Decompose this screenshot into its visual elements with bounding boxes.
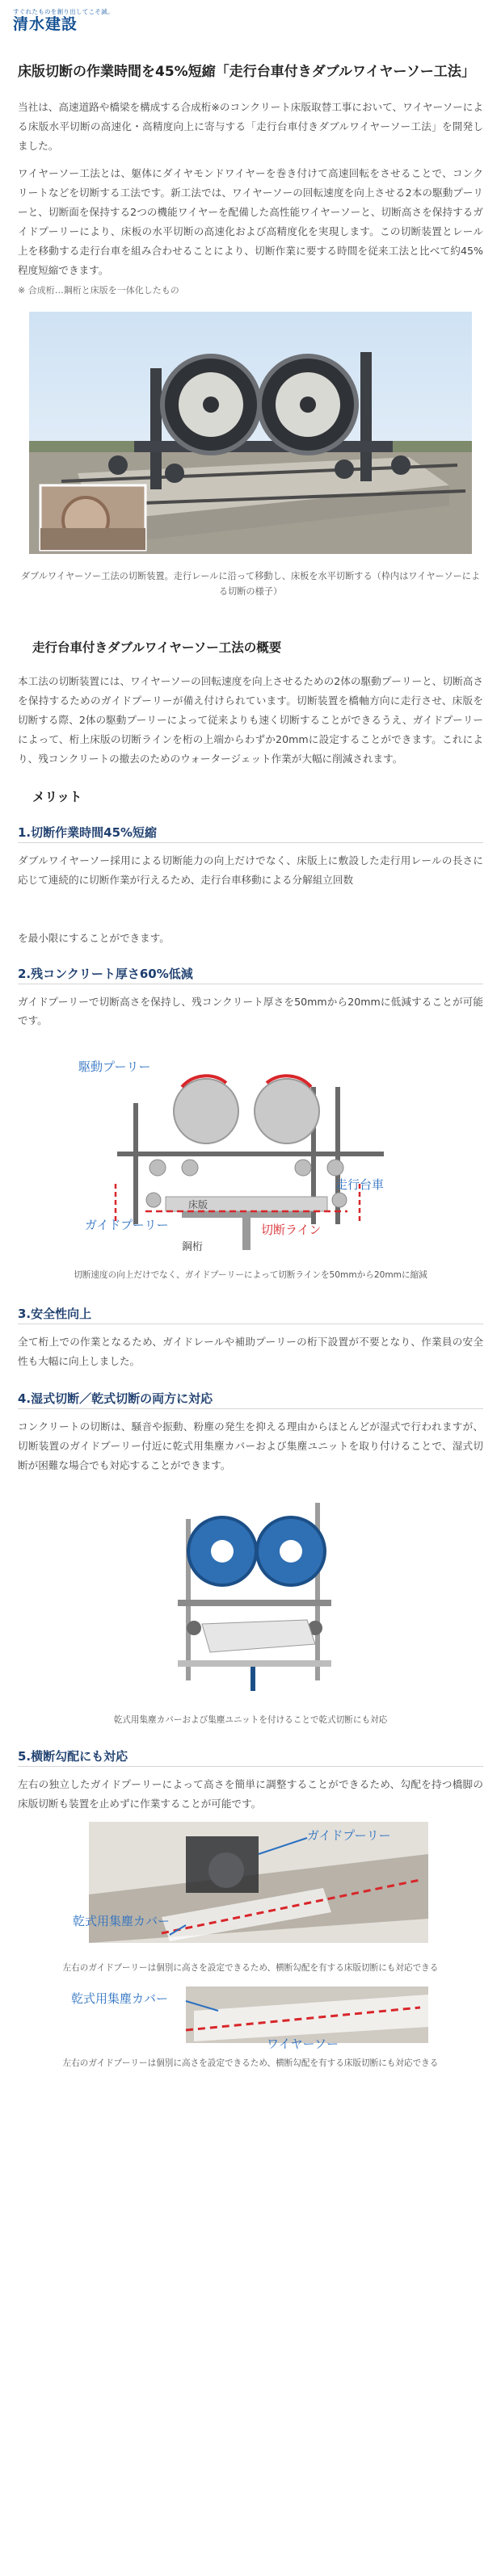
label-drive-pulley: 駆動プーリー [78, 1059, 151, 1075]
slope-photo-2 [65, 1987, 436, 2051]
intro-paragraph-1: 当社は、高速道路や橋梁を構成する合成桁※のコンクリート床版取替工事において、ワイヤーソーによる床版水平切断の高速化・高精度向上に寄与する「走行台車付きダブルワイヤーソー工法」を開発しました。 [18, 101, 483, 153]
logo-tagline: すぐれたものを創り出してこそ誠。 [13, 8, 114, 15]
merit-5-body: 左右の独立したガイドプーリーによって高さを簡単に調整することができるため、勾配を持つ橋脚の床版切断も装置を止めずに作業することが可能です。 [18, 1778, 483, 1810]
label-girder: 鋼桁 [182, 1241, 204, 1254]
intro-paragraph-2: ワイヤーソー工法とは、躯体にダイヤモンドワイヤーを巻き付けて高速回転をさせることで、コンクリートなどを切断する工法です。新工法では、ワイヤーソーの回転速度を向上させる2本の駆動プーリーと、切断面を保持する2つの機能ワイヤーを配備した高性能ワイヤーソーと、切断高さを保持するガイドプーリーにより、床板の水平切断の高速化および高精度化を実現します。この切断装置とレール上を移動する走行台車を組み合わせることにより、切断作業に要する時間を従来工法と比べて約45%程度短縮できます。 [18, 166, 483, 276]
page-title: 床版切断の作業時間を45%短縮「走行台車付きダブルワイヤーソー工法」 [18, 64, 475, 80]
merit-3-body: 全て桁上での作業となるため、ガイドレールや補助プーリーの桁下設置が不要となり、作業員の安全性も大幅に向上しました。 [18, 1335, 483, 1367]
label-dust-cover-2: 乾式用集塵カバー [71, 1991, 169, 2007]
merit-2-caption: 切断速度の向上だけでなく、ガイドプーリーによって切断ラインを50mmから20mmに縮減 [74, 1270, 427, 1281]
merit-4-caption: 乾式用集塵カバーおよび集塵ユニットを付けることで乾式切断にも対応 [113, 1714, 388, 1725]
label-guide-pulley-2: ガイドプーリー [307, 1827, 391, 1843]
merit-5-title: 5.横断勾配にも対応 [18, 1749, 128, 1764]
merit-2-body: ガイドプーリーで切断高さを保持し、残コンクリート厚さを50mmから20mmに低減することが可能です。 [18, 995, 483, 1027]
merit-5-caption-2: 左右のガイドプーリーは個別に高さを設定できるため、横断勾配を有する床版切断にも対応できる [62, 2058, 439, 2069]
label-cut-line: 切断ライン [261, 1223, 322, 1238]
label-guide-pulley: ガイドプーリー [85, 1218, 169, 1233]
machine-photo [29, 312, 472, 554]
cutting-diagram [69, 1038, 432, 1265]
label-wire-saw: ワイヤーソー [267, 2037, 339, 2052]
overview-title: 走行台車付きダブルワイヤーソー工法の概要 [32, 640, 282, 655]
merit-1-body-cont: を最小限にすることができます。 [18, 931, 170, 944]
merit-title: メリット [32, 789, 82, 804]
label-deck: 床版 [188, 1199, 208, 1211]
slope-photo-1 [65, 1822, 436, 1961]
logo[interactable]: 清水建設 [13, 15, 78, 33]
merit-1-title: 1.切断作業時間45%短縮 [18, 824, 158, 840]
merit-4-title: 4.湿式切断／乾式切断の両方に対応 [18, 1391, 213, 1406]
merit-1-body: ダブルワイヤーソー採用による切断能力の向上だけでなく、床版上に敷設した走行用レールの長さに応じて連続的に切断作業が行えるため、走行台車移動による分解組立回数 [18, 854, 483, 886]
merit-3-title: 3.安全性向上 [18, 1306, 92, 1321]
merit-2-title: 2.残コンクリート厚さ60%低減 [18, 966, 193, 981]
photo1-caption: ダブルワイヤーソー工法の切断装置。走行レールに沿って移動し、床板を水平切断する（枠内はワイヤーソーによる切断の様子） [20, 570, 481, 598]
label-dust-cover: 乾式用集塵カバー [73, 1913, 171, 1928]
site-header [0, 0, 501, 45]
overview-body: 本工法の切断装置には、ワイヤーソーの回転速度を向上させるための2体の駆動プーリーと、切断高さを保持するためのガイドプーリーが備え付けられています。切断装置を橋軸方向に走行させ、床版を切断する際、2体の駆動プーリーによって従来よりも速く切断することができるうえ、ガイドプーリーによって、桁上床版の切断ラインを桁の上端からわずか20mmに設定することができます。これにより、残コンクリートの撤去のためのウォータージェット作業が大幅に削減されます。 [18, 675, 483, 765]
footnote: ※ 合成桁…鋼桁と床版を一体化したもの [18, 285, 179, 296]
dry-cutting-diagram [129, 1487, 372, 1705]
label-carriage: 走行台車 [335, 1177, 385, 1193]
merit-4-body: コンクリートの切断は、騒音や振動、粉塵の発生を抑える理由からほとんどが湿式で行われますが、切断装置のガイドプーリー付近に乾式用集塵カバーおよび集塵ユニットを取り付けることで、湿式切断が困難な場合でも対応することができます。 [18, 1420, 483, 1471]
merit-5-caption-1: 左右のガイドプーリーは個別に高さを設定できるため、横断勾配を有する床版切断にも対応できる [62, 1962, 439, 1973]
